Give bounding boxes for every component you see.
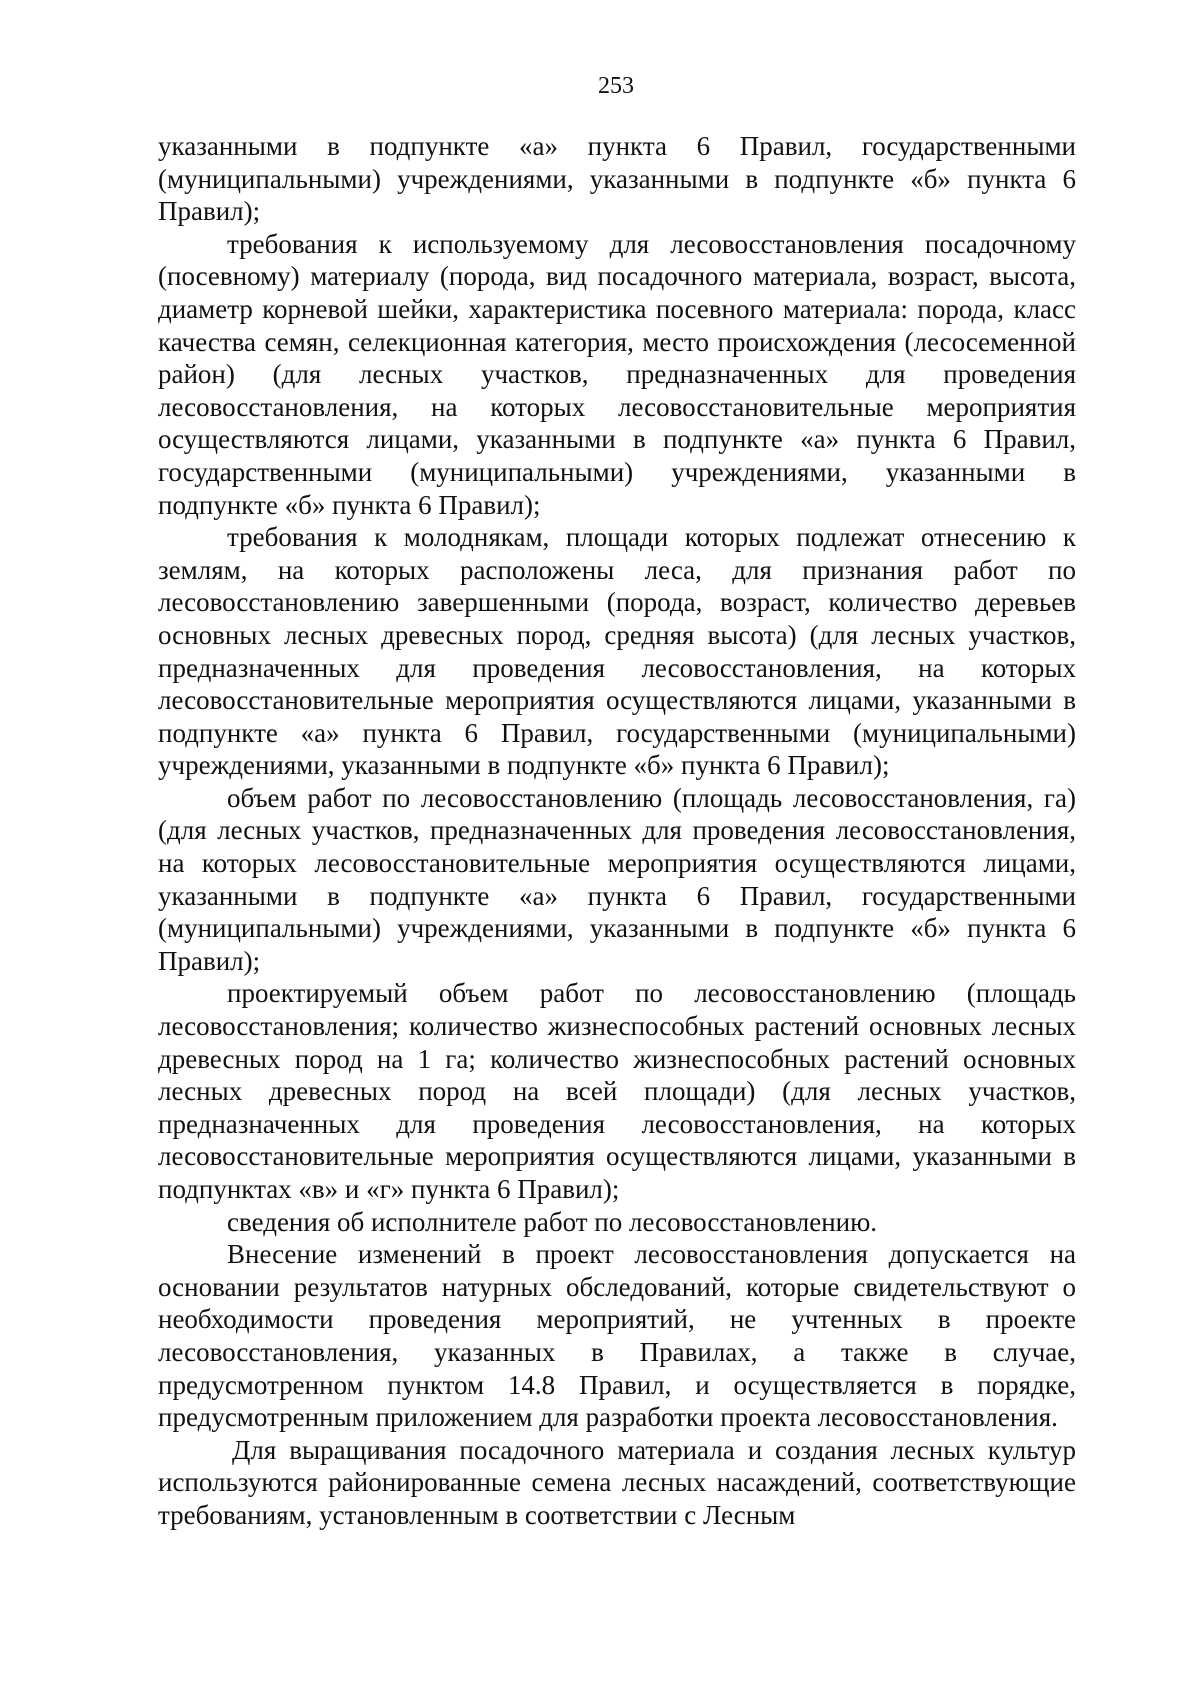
paragraph-contractor-info: сведения об исполнителе работ по лесовосстановлению. <box>227 1206 878 1237</box>
document-body <box>158 130 1076 1532</box>
paragraph-seed-requirements: Для выращивания посадочного материала и создания лесных культур используются районированные семена лесных насаждений, соответствующие требованиям, установленным в соответствии с Лесным <box>158 1434 1076 1530</box>
page-number: 253 <box>598 73 634 99</box>
paragraph-projected-work-volume: проектируемый объем работ по лесовосстановлению (площадь лесовосстановления; количество жизнеспособных растений основных лесных древесных пород на 1 га; количество жизнеспособных растений основных лесных древесных пород на всей площади) (для лесных участков, предназначенных для проведения лесовосстановления, на которых лесовосстановительные мероприятия осуществляются лицами, указанными в подпунктах «в» и «г» пункта 6 Правил); <box>158 978 1076 1204</box>
paragraph-planting-material-requirements: требования к используемому для лесовосстановления посадочному (посевному) материалу (порода, вид посадочного материала, возраст, высота, диаметр корневой шейки, характеристика посевного материала: порода, класс качества семян, селекционная категория, место происхождения (лесосеменной район) (для лесных участков, предназначенных для проведения лесовосстановления, на которых лесовосстановительные мероприятия осуществляются лицами, указанными в подпункте «а» пункта 6 Правил, государственными (муниципальными) учреждениями, указанными в подпункте «б» пункта 6 Правил); <box>158 228 1076 520</box>
paragraph-work-volume: объем работ по лесовосстановлению (площадь лесовосстановления, га) (для лесных участков, предназначенных для проведения лесовосстановления, на которых лесовосстановительные мероприятия осуществляются лицами, указанными в подпункте «а» пункта 6 Правил, государственными (муниципальными) учреждениями, указанными в подпункте «б» пункта 6 Правил); <box>158 782 1076 976</box>
paragraph-young-stand-requirements: требования к молоднякам, площади которых подлежат отнесению к землям, на которых расположены леса, для признания работ по лесовосстановлению завершенными (порода, возраст, количество деревьев основных лесных древесных пород, средняя высота) (для лесных участков, предназначенных для проведения лесовосстановления, на которых лесовосстановительные мероприятия осуществляются лицами, указанными в подпункте «а» пункта 6 Правил, государственными (муниципальными) учреждениями, указанными в подпункте «б» пункта 6 Правил); <box>158 522 1076 781</box>
paragraph-project-amendments: Внесение изменений в проект лесовосстановления допускается на основании результатов натурных обследований, которые свидетельствуют о необходимости проведения мероприятий, не учтенных в проекте лесовосстановления, указанных в Правилах, а также в случае, предусмотренном пунктом 14.8 Правил, и осуществляется в порядке, предусмотренным приложением для разработки проекта лесовосстановления. <box>158 1239 1076 1433</box>
paragraph-continuation: указанными в подпункте «а» пункта 6 Правил, государственными (муниципальными) учреждениями, указанными в подпункте «б» пункта 6 Правил); <box>158 131 1076 227</box>
